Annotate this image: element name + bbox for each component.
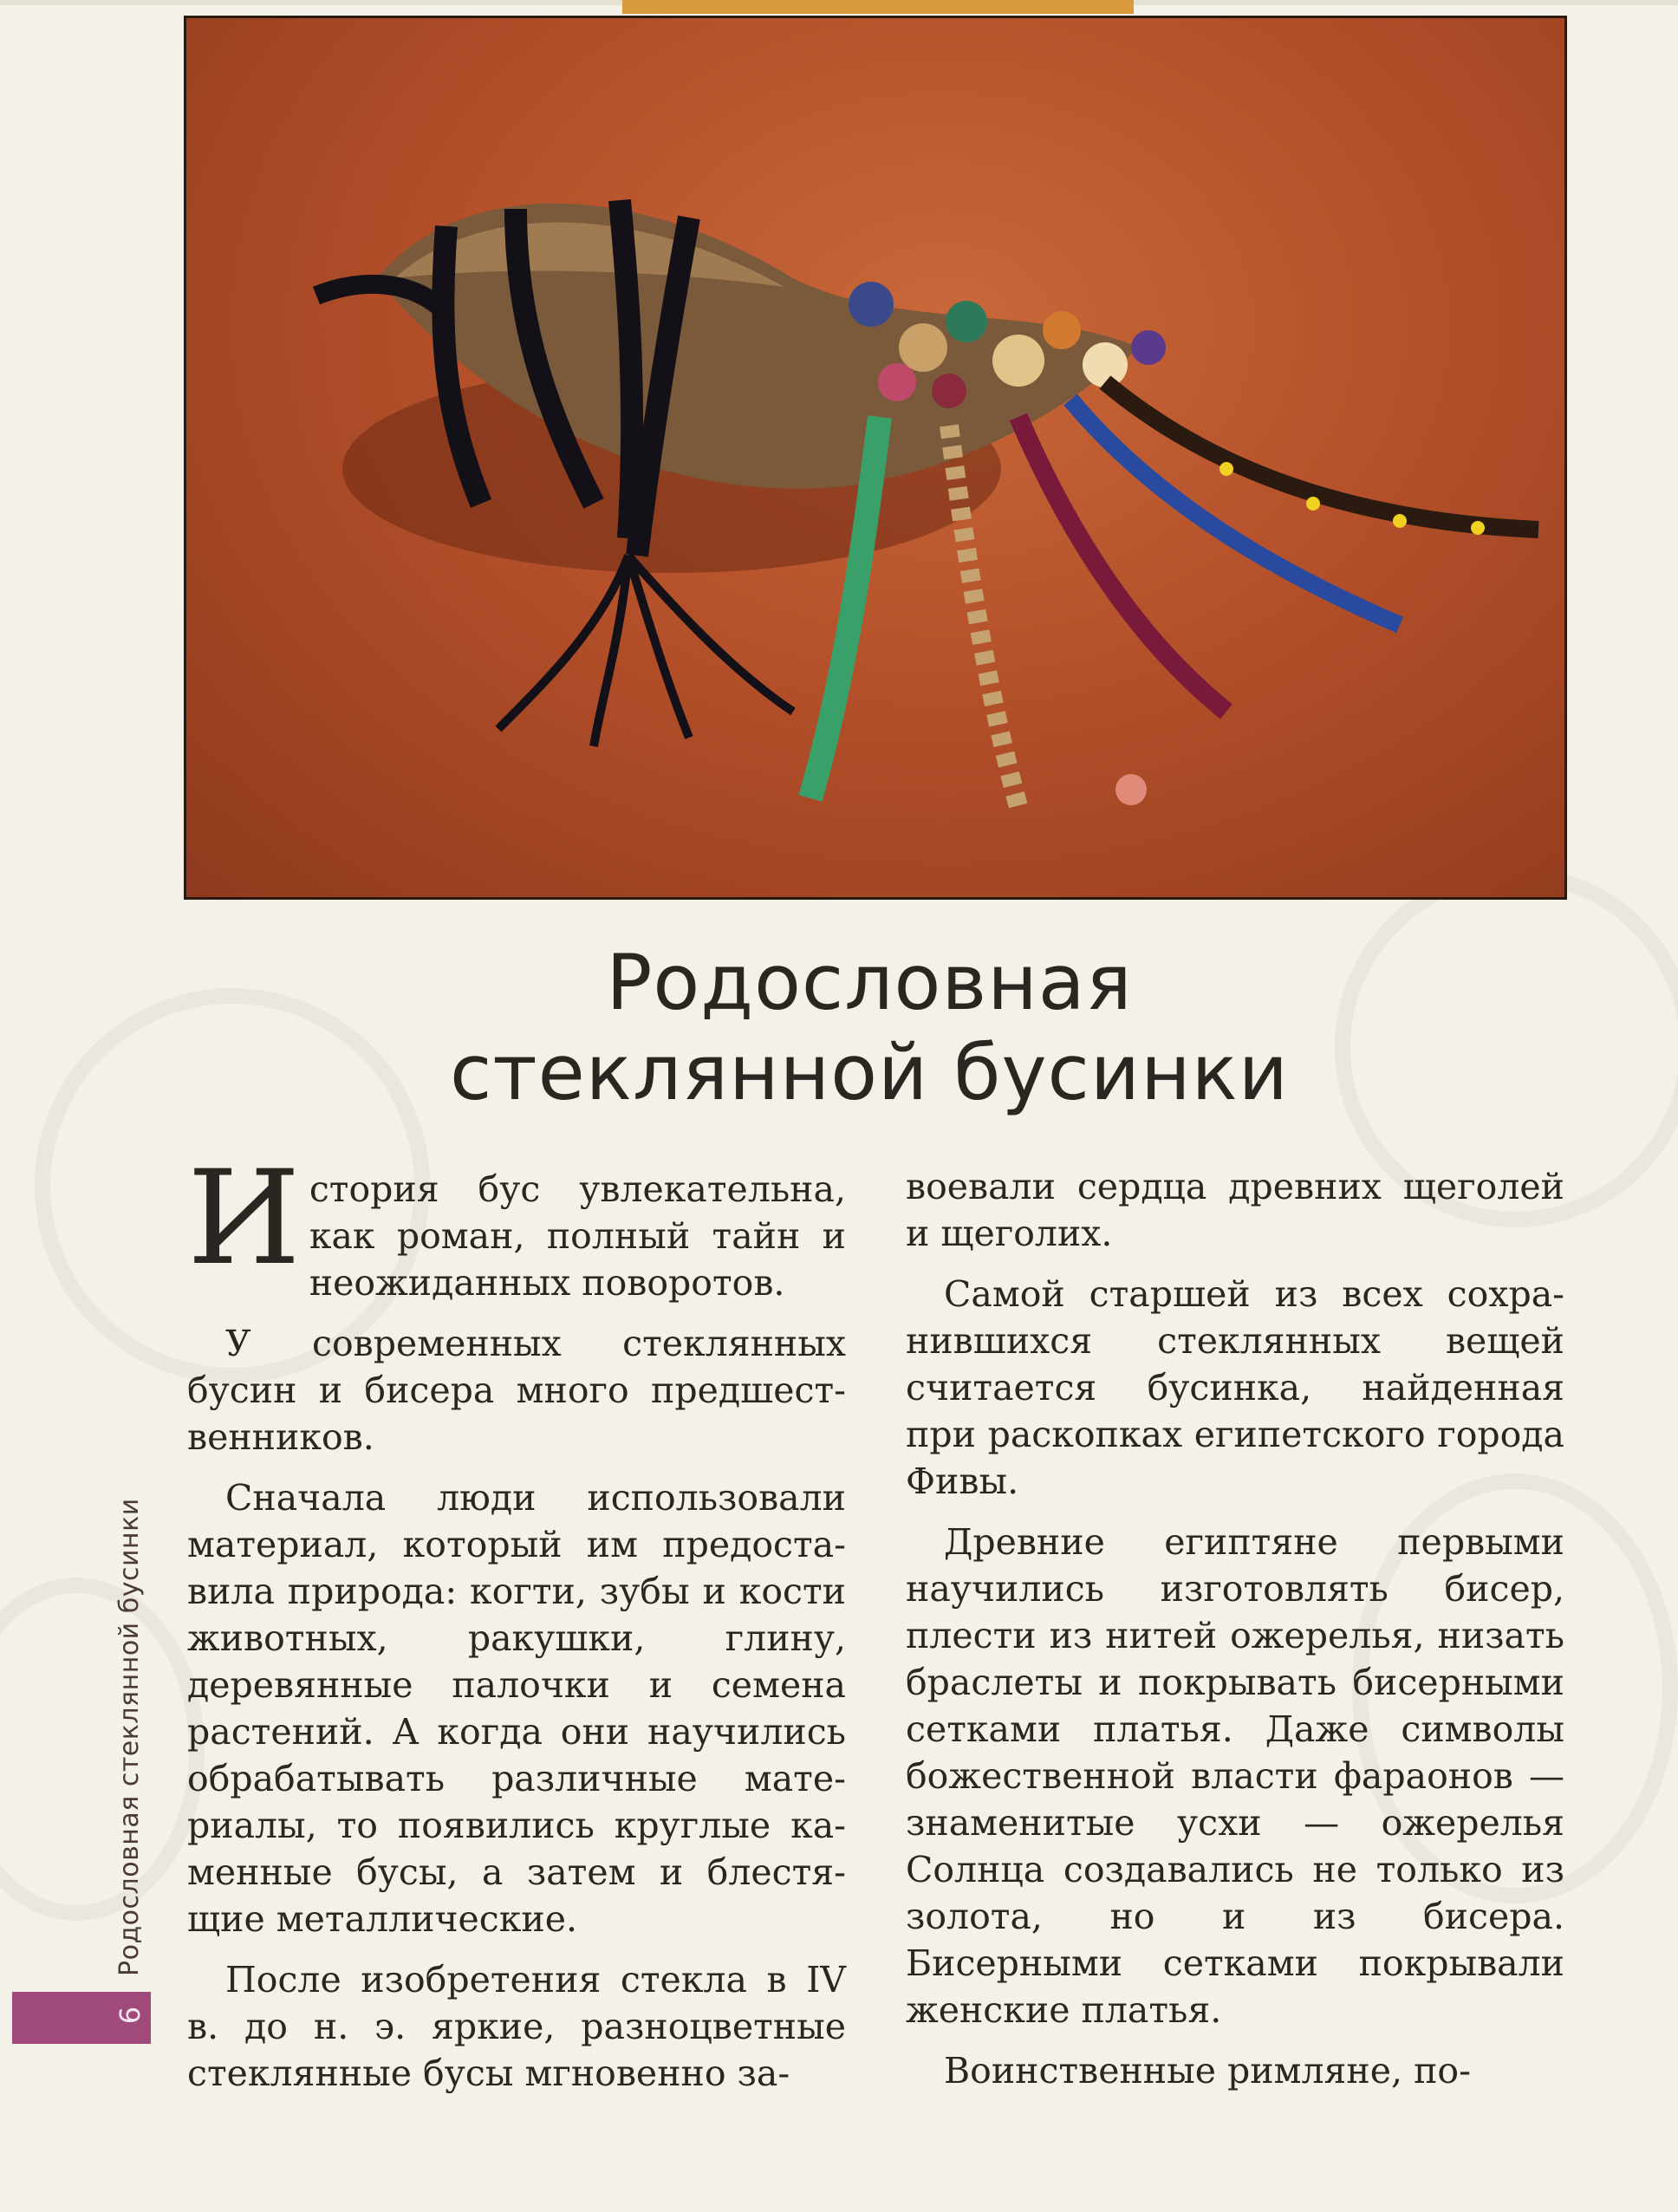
paragraph xyxy=(187,1143,846,1306)
black-beaded-strand xyxy=(316,284,446,313)
black-beaded-strand xyxy=(620,200,632,538)
left-text-column xyxy=(187,1143,846,2111)
flower-bead xyxy=(1219,462,1233,476)
top-color-strip xyxy=(622,0,1134,14)
page-number: 6 xyxy=(114,2006,146,2025)
right-text-column xyxy=(906,1163,1564,2108)
title-line-1: Родословная xyxy=(606,938,1133,1027)
photo-illustration xyxy=(186,18,1567,900)
flower-bead xyxy=(1471,521,1485,535)
bead xyxy=(1043,311,1081,349)
paragraph: Древние египтяне первыми научились изготовлять бисер, плести из нитей ожерелья, низать браслеты и покрывать бисерными сетками платья. Даже символы божественной власти фараонов — знаменитые усхи — ожерелья Солнца создавались не только из золота, но и из бисера. Бисерными сетками покрывали женские платья. xyxy=(906,1521,1564,2031)
paragraph: У современных стеклянных бусин и бисера много предшественников. xyxy=(187,1323,846,1458)
flower-bead xyxy=(1306,497,1320,511)
bead xyxy=(992,335,1044,387)
paragraph: Самой старшей из всех сохранившихся стеклянных вещей считается бусинка, найденная при раскопках египетского города Фивы. xyxy=(906,1273,1564,1502)
paragraph-text: стория бус увлекательна, как роман, полный тайн и неожиданных поворотов. xyxy=(309,1168,846,1304)
tassel xyxy=(628,556,689,738)
bead xyxy=(1131,330,1166,365)
paragraph: Сначала люди использовали материал, который им предоставила природа: когти, зубы и кости животных, ракушки, глину, деревянные палочки и семена растений. А когда они научились обрабатывать различные материалы, то появились круглые каменные бусы, а затем и блестящие металлические. xyxy=(187,1477,846,1940)
paragraph: После изобретения стекла в IV в. до н. э. яркие, разноцветные стеклянные бусы мгновенно за- xyxy=(187,1959,846,2094)
bead xyxy=(899,323,947,372)
flower-bead xyxy=(1393,514,1407,528)
loose-bead xyxy=(1115,774,1147,805)
bleed-through-decoration xyxy=(0,1578,205,1921)
bead xyxy=(1083,342,1128,387)
beaded-jewelry-photo xyxy=(184,16,1567,900)
running-header-vertical: Родословная стеклянной бусинки xyxy=(114,1498,145,1976)
bead xyxy=(849,282,894,327)
bead xyxy=(932,374,966,408)
title-line-2: стеклянной бусинки xyxy=(450,1027,1289,1117)
paragraph: воевали сердца древних щеголей и щеголих. xyxy=(906,1166,1564,1254)
tassel xyxy=(498,556,628,729)
bead xyxy=(946,301,987,342)
page-title xyxy=(0,938,1678,1118)
flower-bracelet xyxy=(1105,382,1538,530)
paragraph: Воинственные римляне, по- xyxy=(944,2050,1471,2092)
drop-cap: И xyxy=(187,1143,301,1294)
bead xyxy=(878,363,916,401)
